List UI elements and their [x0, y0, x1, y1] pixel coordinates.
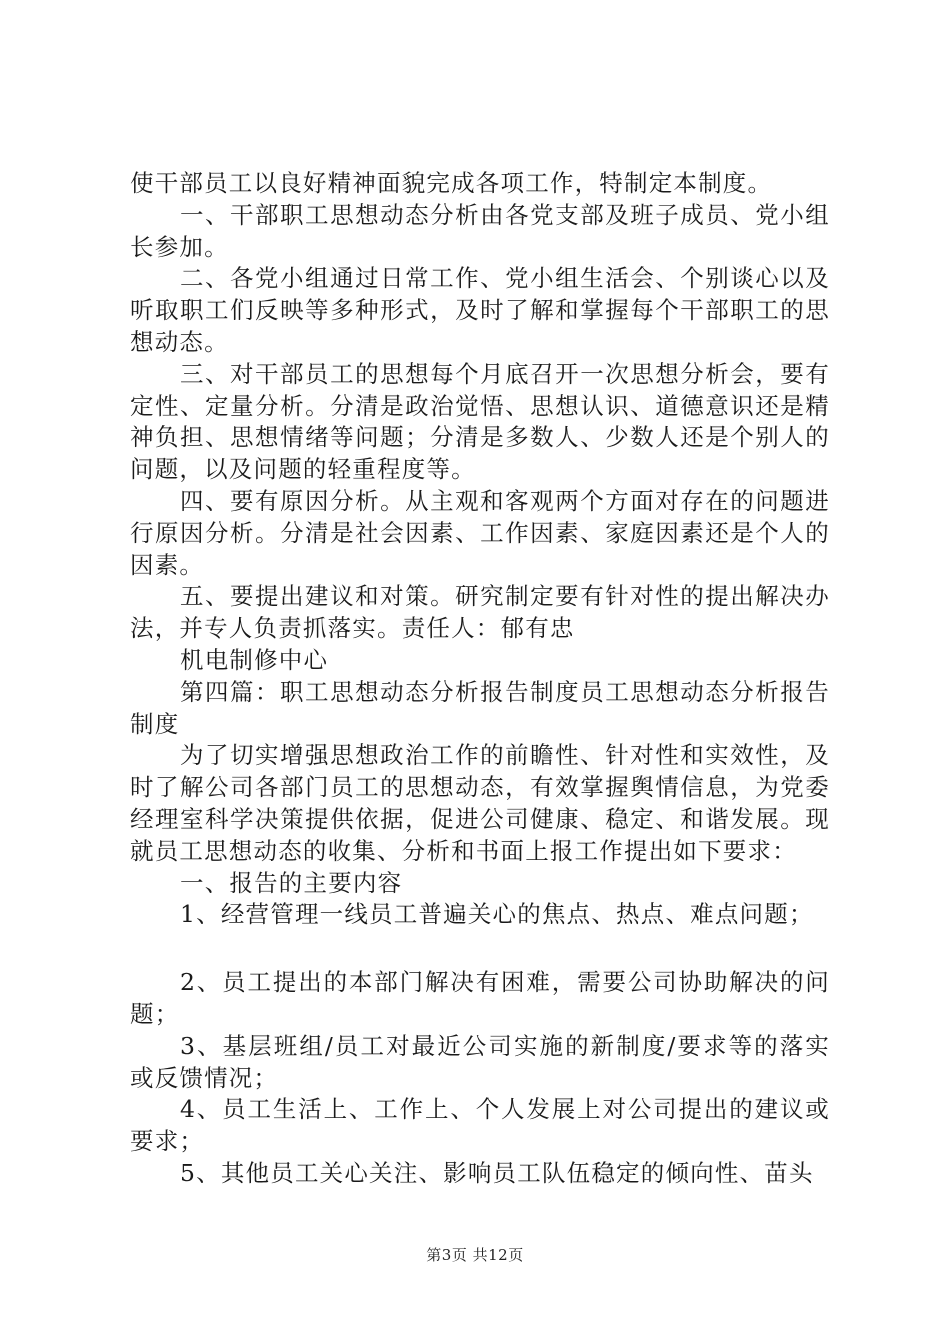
blank-line: [130, 931, 830, 967]
paragraph-department: 机电制修中心: [180, 645, 329, 674]
paragraph-intro: 使干部员工以良好精神面貌完成各项工作，特制定本制度。: [130, 169, 773, 197]
paragraph-item-4: 四、要有原因分析。从主观和客观两个方面对存在的问题进行原因分析。分清是社会因素、工作因素、家庭因素还是个人的因素。: [130, 486, 830, 579]
list-item-2: 2、员工提出的本部门解决有困难，需要公司协助解决的问题；: [130, 968, 830, 1028]
subheading-report-content: 一、报告的主要内容: [180, 868, 403, 897]
document-body: [130, 168, 830, 1190]
list-item-4: 4、员工生活上、工作上、个人发展上对公司提出的建议或要求；: [130, 1095, 830, 1156]
list-item-3: 3、基层班组/员工对最近公司实施的新制度/要求等的落实或反馈情况；: [130, 1031, 830, 1092]
paragraph-purpose: 为了切实增强思想政治工作的前瞻性、针对性和实效性，及时了解公司各部门员工的思想动态，有效掌握舆情信息，为党委经理室科学决策提供依据，促进公司健康、稳定、和谐发展。现就员工思想动态的收集、分析和书面上报工作提出如下要求：: [130, 741, 830, 865]
list-item-1: 1、经营管理一线员工普遍关心的焦点、热点、难点问题；: [180, 900, 814, 929]
paragraph-item-2: 二、各党小组通过日常工作、党小组生活会、个别谈心以及听取职工们反映等多种形式，及时了解和掌握每个干部职工的思想动态。: [130, 264, 830, 356]
list-item-5: 5、其他员工关心关注、影响员工队伍稳定的倾向性、苗头: [180, 1158, 814, 1187]
page-footer: [0, 1244, 950, 1265]
paragraph-item-5: 五、要提出建议和对策。研究制定要有针对性的提出解决办法，并专人负责抓落实。责任人：郁有忠: [130, 582, 830, 643]
paragraph-item-1: 一、干部职工思想动态分析由各党支部及班子成员、党小组长参加。: [130, 200, 830, 261]
section-heading-part-four: 第四篇：职工思想动态分析报告制度员工思想动态分析报告制度: [130, 677, 830, 738]
paragraph-item-3: 三、对干部员工的思想每个月底召开一次思想分析会，要有定性、定量分析。分清是政治觉悟、思想认识、道德意识还是精神负担、思想情绪等问题；分清是多数人、少数人还是个别人的问题，以及问题的轻重程度等。: [130, 359, 830, 484]
page-number: 第3页 共12页: [426, 1246, 524, 1264]
